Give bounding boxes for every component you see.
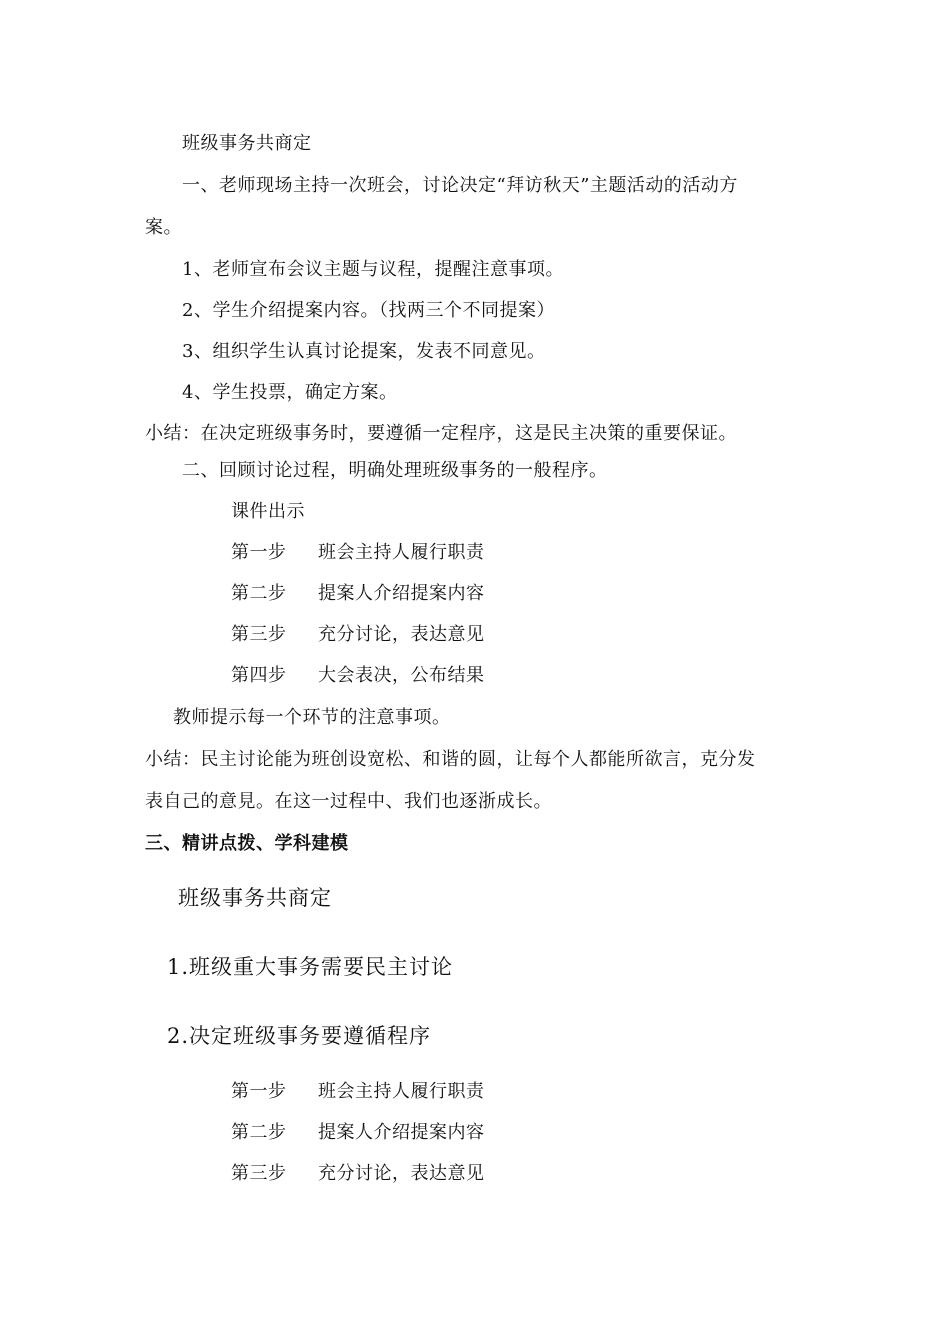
part2-heading: 二、回顾讨论过程，明确处理班级事务的一般程序。: [182, 460, 608, 481]
step-label: 第二步: [231, 1122, 287, 1143]
step-row: [0, 1162, 950, 1186]
part1-heading-line1: 一、老师现场主持一次班会，讨论决定“拜访秋天”主题活动的活动方: [182, 175, 738, 196]
teacher-note: 教师提示每一个环节的注意事项。: [173, 707, 451, 728]
part1-heading-line2: 案。: [145, 217, 182, 238]
step-label: 第三步: [231, 624, 287, 645]
model-title: 班级事务共商定: [178, 886, 332, 910]
step-row: [0, 664, 950, 688]
model-point-2: 2.决定班级事务要遵循程序: [167, 1024, 432, 1048]
step-text: 充分讨论，表达意见: [318, 1163, 485, 1184]
step-label: 第一步: [231, 542, 287, 563]
step-text: 充分讨论，表达意见: [318, 624, 485, 645]
part1-item-4: 4、学生投票，确定方案。: [182, 382, 398, 403]
summary-2-line2: 表自己的意見。在这一过程中、我们也逐浙成长。: [145, 791, 552, 812]
courseware-label: 课件出示: [231, 501, 305, 522]
step-text: 大会表决，公布结果: [318, 665, 485, 686]
step-label: 第三步: [231, 1163, 287, 1184]
step-row: [0, 541, 950, 565]
step-text: 班会主持人履行职责: [318, 1081, 485, 1102]
part3-heading: 三、精讲点拨、学科建模: [145, 833, 349, 854]
step-label: 第二步: [231, 583, 287, 604]
step-row: [0, 1121, 950, 1145]
step-text: 提案人介绍提案内容: [318, 1122, 485, 1143]
step-text: 班会主持人履行职责: [318, 542, 485, 563]
part1-item-3: 3、组织学生认真讨论提案，发表不同意见。: [182, 341, 546, 362]
part1-item-1: 1、老师宣布会议主题与议程，提醒注意事项。: [182, 259, 564, 280]
step-row: [0, 582, 950, 606]
summary-2-line1: 小结：民主讨论能为班创设宽松、和谐的圆，让每个人都能所欲言，克分发: [145, 749, 756, 770]
doc-title: 班级事务共商定: [182, 133, 312, 154]
summary-1: 小结：在决定班级事务时，要遵循一定程序，这是民主决策的重要保证。: [145, 423, 737, 444]
model-point-1: 1.班级重大事务需要民主讨论: [167, 955, 454, 979]
step-text: 提案人介绍提案内容: [318, 583, 485, 604]
part1-item-2: 2、学生介绍提案内容。（找两三个不同提案）: [182, 300, 555, 321]
step-label: 第一步: [231, 1081, 287, 1102]
step-row: [0, 1080, 950, 1104]
step-row: [0, 623, 950, 647]
step-label: 第四步: [231, 665, 287, 686]
